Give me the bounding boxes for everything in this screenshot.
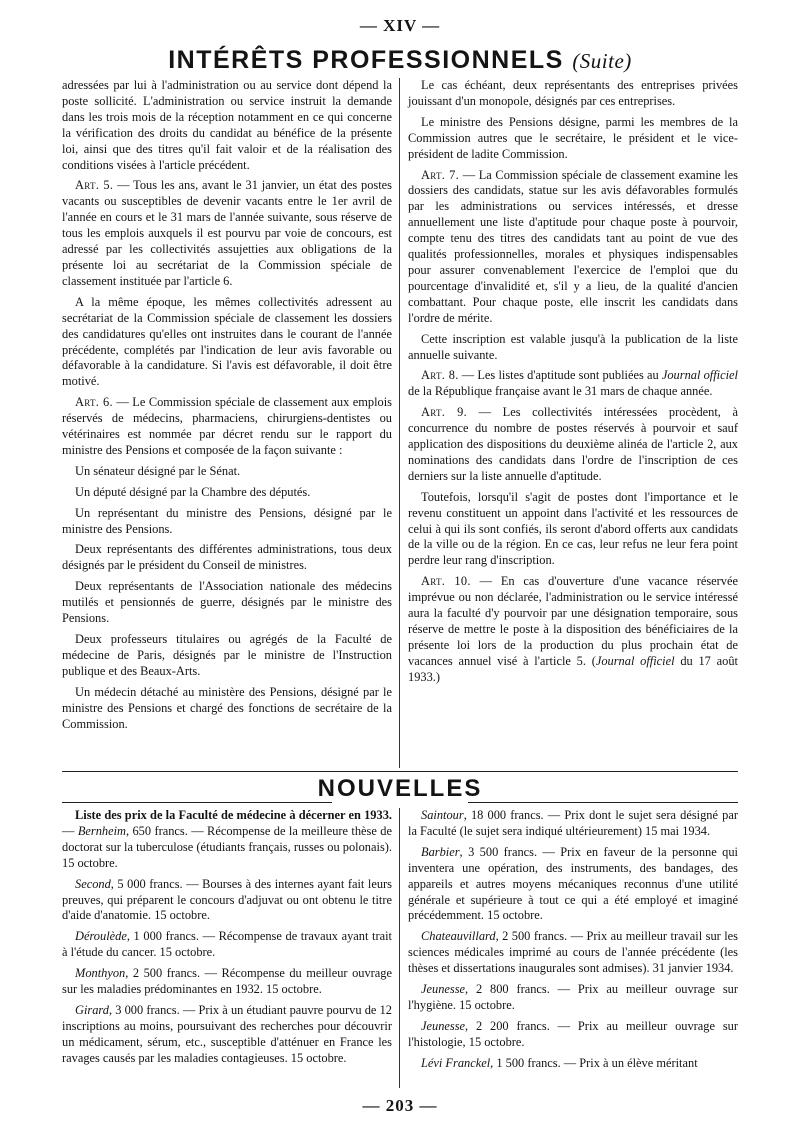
title-rule-left xyxy=(62,802,332,803)
prize-name: Barbier xyxy=(421,844,460,859)
paragraph: Deux représentants de l'Association nationale des médecins mutilés et pensionnés de guerre, désignés par le ministre des Pensions. xyxy=(62,579,392,626)
prize-entry xyxy=(62,966,392,998)
nouvelles-left-column xyxy=(62,808,392,1072)
paragraph: Deux représentants des différentes administrations, tous deux désignés par le président du Conseil de ministres. xyxy=(62,542,392,573)
paragraph: Un député désigné par la Chambre des députés. xyxy=(75,484,311,499)
prize-name: Déroulède xyxy=(75,929,127,944)
prize-name: Bernheim xyxy=(77,823,126,838)
prize-name: Jeunesse xyxy=(421,982,466,997)
prize-entry xyxy=(62,877,392,925)
article-number: Art. 10. xyxy=(421,574,471,589)
paragraph: Toutefois, lorsqu'il s'agit de postes dont l'importance et le revenu constituent un appoint dans l'activité et les ressources de celui à qui ils sont confiés, ils seront d'abord offerts aux candidats de la ville ou de la région. En ce cas, leur refus ne leur fera point perdre leur rang d'inscription. xyxy=(408,489,738,568)
prize-entry xyxy=(408,845,738,925)
nouvelles-title: NOUVELLES xyxy=(317,775,483,802)
prize-text: , 2 800 francs. — Prix au meilleur ouvrage sur l'hygiène. 15 octobre. xyxy=(408,982,738,1012)
article-number: Art. 7. xyxy=(421,167,460,182)
article-text: — La Commission spéciale de classement examine les dossiers des candidats, statue sur les avis défavorables formulés par les administrations ou services intéressés, et dresse annuellement une liste d'aptitude pour chaque poste à pourvoir, compte tenu des titres des candidats tant au point de vue des qualités professionnelles, morales et physiques indispensables pour assurer convenablement l'exercice de l'emploi que du pourcentage d'invalidité et, s'il y a lieu, de la qualité d'ancien combattant. Pour chaque poste, elle inscrit les candidats dans l'ordre de mérite. xyxy=(408,167,738,325)
prize-entry xyxy=(62,1003,392,1067)
interets-left-column xyxy=(62,78,392,737)
paragraph: A la même époque, les mêmes collectivités adressent au secrétariat de la Commission spéciale de classement les dossiers des candidatures qu'elles ont instruites dans le courant de l'année précédente, complétés par l'indication de leur avis favorable ou défavorable à la candidature. Si l'avis est défavorable, il doit être motivé. xyxy=(62,294,392,389)
prize-text: , 2 500 francs. — Récompense du meilleur ouvrage sur les maladies prédominantes en 1932. 15 octobre. xyxy=(62,966,392,997)
article-paragraph xyxy=(408,168,738,327)
prize-text: , 3 000 francs. — Prix à un étudiant pauvre pourvu de 12 inscriptions au moins, poursuivant des recherches pour découvrir un médicament, sérum, etc., susceptible d'atténuer en France les ravages causés par les maladies contagieuses. 15 octobre. xyxy=(62,1002,392,1065)
journal-title: Journal officiel xyxy=(595,653,675,668)
prize-entry xyxy=(62,929,392,961)
prize-text: , 18 000 francs. — Prix dont le sujet sera désigné par la Faculté (le sujet sera indiqué ultérieurement) 15 mai 1934. xyxy=(408,808,738,838)
article-paragraph xyxy=(62,178,392,289)
title-rule-right xyxy=(468,802,738,803)
prize-name: Monthyon xyxy=(75,966,126,981)
prize-entry: Liste des prix de la Faculté de médecine à décerner en 1933. — Bernheim, 650 francs. — Récompense de la meilleure thèse de doctorat sur la tuberculose (étudiants français, russes ou polonais). 15 octobre. xyxy=(62,808,392,870)
article-text: — Tous les ans, avant le 31 janvier, un état des postes vacants ou susceptibles de devenir vacants entre le 1er avril de l'année en cours et le 31 mars de l'année suivante, sous réserve de tous les emplois auxquels il est pourvu par voie de concours, est adressé par les collectivités assujetties aux obligations de la présente loi au secrétariat de la Commission spéciale de classement instituée par l'article 6. xyxy=(62,178,392,288)
article-text: — Le Commission spéciale de classement aux emplois réservés de médecins, pharmaciens, chirurgiens-dentistes ou vétérinaires est nommée par décret rendu sur le rapport du ministre des Pensions et composée de la façon suivante : xyxy=(62,395,392,457)
article-number: Art. 8. xyxy=(421,368,459,383)
prize-text: , 5 000 francs. — Bourses à des internes ayant fait leurs preuves, qui préparent le concours d'adjuvat ou ont obtenu le titre d'aide d'anatomie. 15 octobre. xyxy=(62,876,392,923)
article-paragraph xyxy=(408,368,738,400)
article-paragraph xyxy=(408,574,738,685)
paragraph: Deux professeurs titulaires ou agrégés de la Faculté de médecine de Paris, désignés par le ministre de l'Instruction publique et des Beaux-Arts. xyxy=(62,632,392,678)
prize-text: , 1 500 francs. — Prix à un élève méritant xyxy=(490,1055,698,1070)
prize-name: Girard xyxy=(75,1002,109,1017)
prize-name: Second xyxy=(75,876,111,891)
article-text: — Les collectivités intéressées procèdent, à concurrence du nombre de postes réservés à pourvoir et sauf application des dispositions du deuxième alinéa de l'article 2, aux nominations des candidats dans l'ordre de l'inscription de ces derniers sur la liste annuelle d'aptitude. xyxy=(408,405,739,483)
prize-entry xyxy=(408,1056,738,1072)
prize-text: , 650 francs. — Récompense de la meilleure thèse de doctorat sur la tuberculose (étudiants français, russes ou polonais). 15 octobre. xyxy=(62,823,392,870)
paragraph: adressées par lui à l'administration ou au service dont dépend la poste sollicité. L'administration ou service instruit la demande dans les trois mois de la réception notamment en ce qui concerne la vérification des droits du candidat au bénéfice de la présente loi, ainsi que des titres qu'il fait valoir et de la réalisation des conditions visées à l'article précédent. xyxy=(62,78,392,172)
paragraph: Un médecin détaché au ministère des Pensions, désigné par le ministre des Pensions et chargé des fonctions de secrétaire de la Commission. xyxy=(62,684,392,731)
column-divider xyxy=(399,78,400,768)
article-paragraph xyxy=(62,395,392,459)
article-text: — En cas d'ouverture d'une vacance réservée imprévue ou non déclarée, l'administration ou le service intéressé aura la faculté d'y pourvoir par une désignation temporaire, sous réserve de mettre le poste à la disposition des bénéficiaires de la présente loi lors de la production du plus prochain état de vacances annuel visé à l'article 5. ( xyxy=(408,574,738,668)
prize-text: , 2 500 francs. — Prix au meilleur travail sur les sciences médicales imprimé au cours de l'année précédente (les thèses et dissertations inaugurales sont admises). 31 janvier 1934. xyxy=(408,929,738,976)
interets-right-column xyxy=(408,78,738,691)
prize-entry xyxy=(408,929,738,977)
paragraph: Un sénateur désigné par le Sénat. xyxy=(75,463,241,478)
nouvelles-right-column xyxy=(408,808,738,1077)
paragraph: Le ministre des Pensions désigne, parmi les membres de la Commission autres que le secrétaire, le président et le vice-président de ladite Commission. xyxy=(408,114,738,161)
paragraph: Le cas échéant, deux représentants des entreprises privées jouissant d'un monopole, désignés par ces entreprises. xyxy=(408,78,738,108)
article-number: Art. 6. xyxy=(75,395,113,410)
paragraph: Un représentant du ministre des Pensions, désigné par le ministre des Pensions. xyxy=(62,505,392,536)
section-separator-rule xyxy=(62,771,738,772)
article-paragraph xyxy=(408,405,738,485)
journal-title: Journal officiel xyxy=(661,368,739,383)
prize-name: Chateauvillard xyxy=(421,929,496,944)
prize-text: , 3 500 francs. — Prix en faveur de la personne qui inventera une opération, des instruments, des bandages, des appareils et autres moyens mécaniques reconnus d'une utilité générale et supérieure à tout ce qui a été employé et imaginé précédemment. 15 octobre. xyxy=(408,844,738,923)
prize-entry xyxy=(408,1019,738,1051)
prize-list-heading: Liste des prix de la Faculté de médecine à décerner en 1933. xyxy=(75,808,392,822)
column-divider xyxy=(399,808,400,1088)
prize-text: , 1 000 francs. — Récompense de travaux ayant trait à l'étude du cancer. 15 octobre. xyxy=(62,929,392,960)
article-number: Art. 5. xyxy=(75,178,114,193)
page-number: — 203 — xyxy=(362,1096,438,1115)
prize-name: Saintour xyxy=(421,808,464,822)
article-text: du 17 août 1933.) xyxy=(408,653,738,684)
prize-entry xyxy=(408,808,738,840)
article-number: Art. 9. xyxy=(421,405,468,420)
page-roman-numeral: — XIV — xyxy=(359,16,441,35)
paragraph: Cette inscription est valable jusqu'à la publication de la liste annuelle suivante. xyxy=(408,331,738,362)
prize-text: , 2 200 francs. — Prix au meilleur ouvrage sur l'histologie, 15 octobre. xyxy=(408,1018,738,1049)
section-title xyxy=(0,46,800,75)
prize-name: Lévi Franckel xyxy=(421,1055,491,1070)
prize-name: Jeunesse xyxy=(421,1018,466,1033)
article-text: de la République française avant le 31 mars de chaque année. xyxy=(408,384,713,399)
prize-entry xyxy=(408,982,738,1014)
section-title-suffix: (Suite) xyxy=(572,49,632,73)
section-title-text: INTÉRÊTS PROFESSIONNELS xyxy=(168,46,564,74)
article-text: — Les listes d'aptitude sont publiées au xyxy=(458,368,662,383)
